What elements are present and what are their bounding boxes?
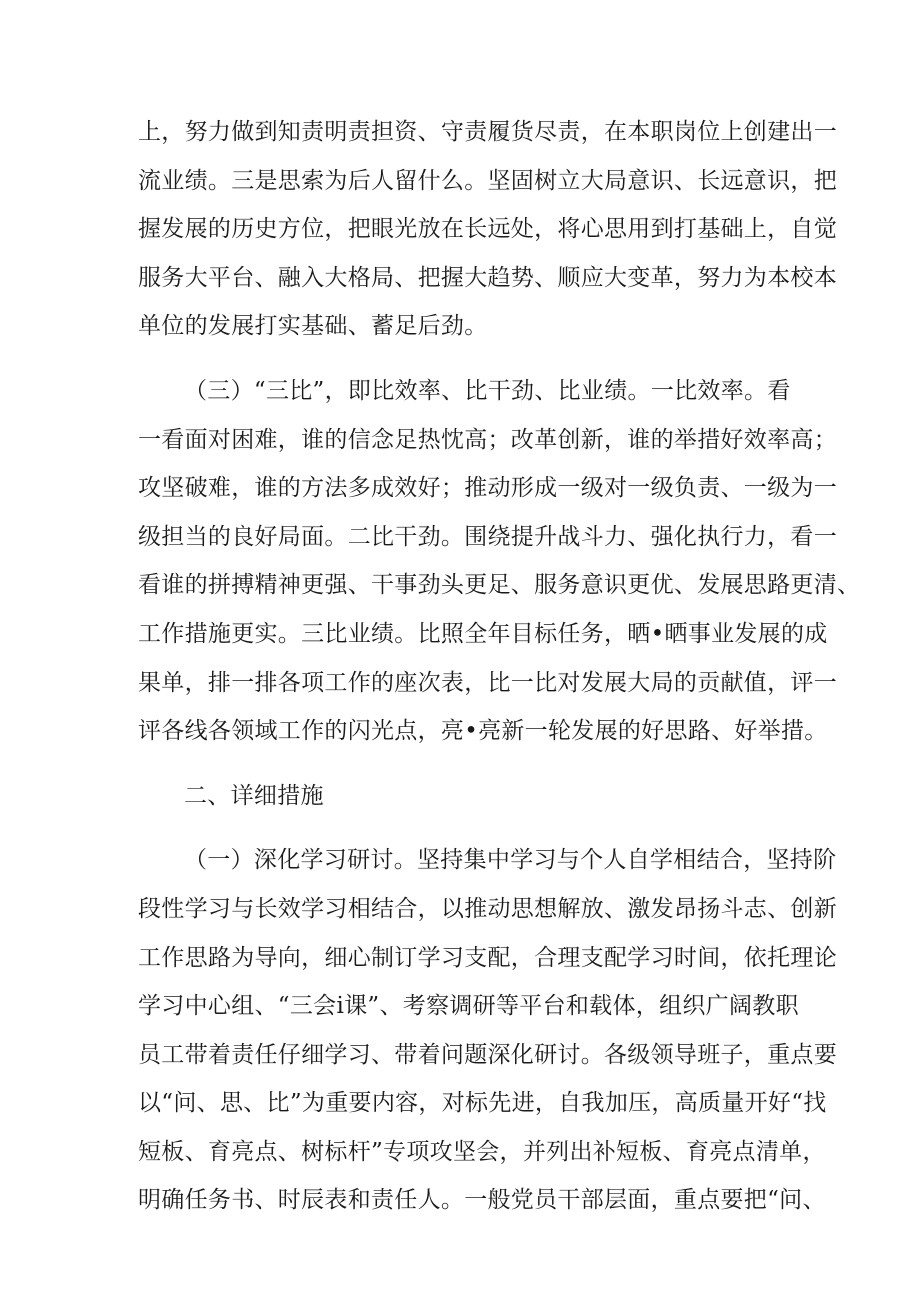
text-line: 流业绩。三是思索为后人留什么。坚固树立大局意识、长远意识，把 [138, 167, 837, 194]
text-line: 看谁的拼搏精神更强、干事劲头更足、服务意识更优、发展思路更清、 [138, 572, 861, 599]
text-line: 工作措施更实。三比业绩。比照全年目标任务，晒•晒事业发展的成 [138, 620, 828, 647]
text-line: 握发展的历史方位，把眼光放在长远处，将心思用到打基础上，自觉 [138, 216, 837, 243]
paragraph-spacer [138, 351, 788, 367]
paragraph-spacer [138, 756, 788, 772]
paragraph-1 [138, 108, 837, 351]
text-line: 工作思路为导向，细心制订学习支配，合理支配学习时间，依托理论 [138, 944, 837, 971]
text-line: 一看面对困难，谁的信念足热忱高；改革创新，谁的举措好效率高； [138, 426, 837, 453]
section-heading [138, 772, 788, 821]
text-line: （三）“三比”，即比效率、比干劲、比业绩。一比效率。看 [184, 377, 791, 404]
text-line: 攻坚破难，谁的方法多成效好；推动形成一级对一级负责、一级为一 [138, 475, 837, 502]
text-line: 员工带着责任仔细学习、带着问题深化研讨。各级领导班子，重点要 [138, 1041, 837, 1068]
text-line: 评各线各领域工作的闪光点，亮•亮新一轮发展的好思路、好举措。 [138, 718, 828, 745]
document-body [138, 108, 861, 1225]
paragraph-spacer [138, 820, 788, 836]
text-line: 学习中心组、“三会i课”、考察调研等平台和载体，组织广阔教职 [138, 993, 799, 1020]
text-line: 明确任务书、时辰表和责任人。一般党员干部层面，重点要把“问、 [138, 1187, 826, 1214]
text-line: （一）深化学习研讨。坚持集中学习与个人自学相结合，坚持阶 [184, 847, 837, 874]
paragraph-2 [138, 367, 861, 756]
text-line: 短板、育亮点、树标杆”专项攻坚会，并列出补短板、育亮点清单， [138, 1138, 826, 1165]
text-line: 单位的发展打实基础、蓄足后劲。 [138, 313, 488, 340]
heading-text: 二、详细措施 [184, 782, 324, 809]
text-line: 段性学习与长效学习相结合，以推动思想解放、激发昂扬斗志、创新 [138, 895, 837, 922]
text-line: 上，努力做到知责明责担资、守责履货尽责，在本职岗位上创建出一 [138, 119, 837, 145]
text-line: 服务大平台、融入大格局、把握大趋势、顺应大变革，努力为本校本 [138, 264, 837, 291]
text-line: 以“问、思、比”为重要内容，对标先进，自我加压，高质量开好“找 [138, 1090, 827, 1117]
text-line: 级担当的良好局面。二比干劲。围绕提升战斗力、强化执行力，看一 [138, 523, 837, 550]
text-line: 果单，排一排各项工作的座次表，比一比对发展大局的贡献值，评一 [138, 669, 837, 696]
paragraph-3 [138, 836, 837, 1225]
